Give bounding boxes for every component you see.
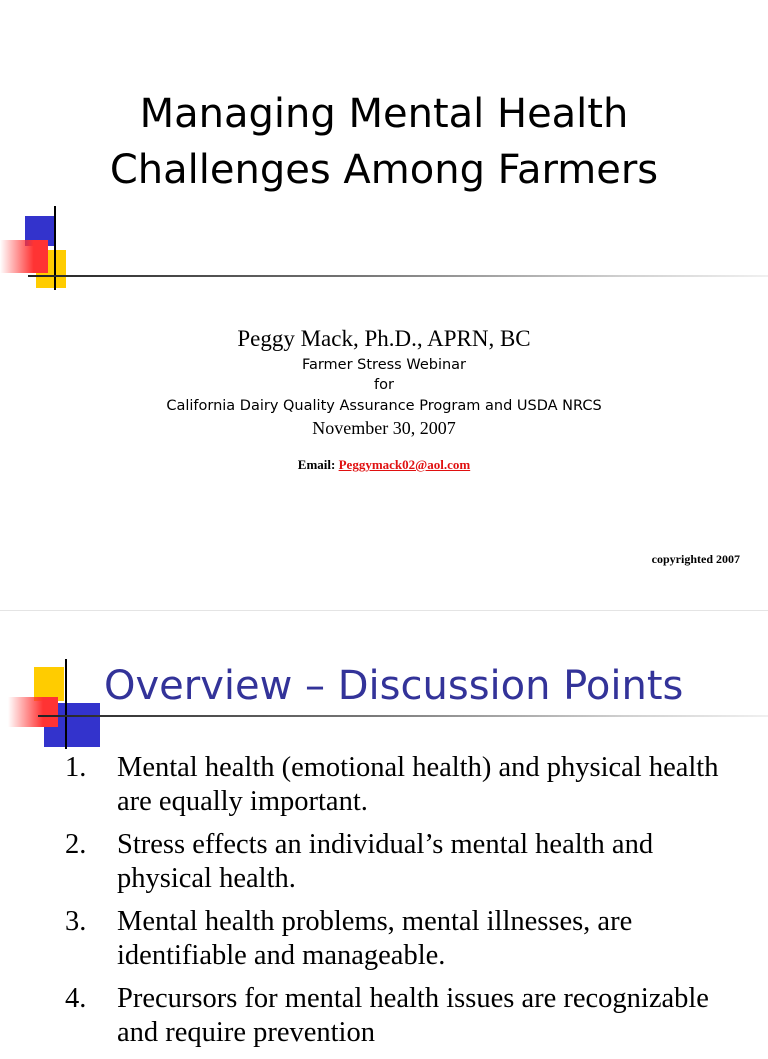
copyright-note: copyrighted 2007 — [651, 552, 740, 566]
list-item — [0, 982, 768, 1050]
title-divider-line — [28, 275, 768, 277]
list-item-number: 2. — [65, 829, 87, 860]
organization-name: California Dairy Quality Assurance Program and USDA NRCS — [166, 398, 602, 414]
list-item-text: Mental health (emotional health) and physical health are equally important. — [117, 752, 719, 817]
author-name: Peggy Mack, Ph.D., APRN, BC — [237, 326, 531, 351]
list-item — [0, 751, 768, 819]
presentation-date: November 30, 2007 — [312, 418, 456, 438]
email-link[interactable]: Peggymack02@aol.com — [338, 457, 471, 472]
discussion-points-list — [0, 751, 768, 1059]
list-item — [0, 828, 768, 896]
list-item-text: Stress effects an individual’s mental health and physical health. — [117, 829, 654, 894]
email-label: Email: — [297, 457, 336, 472]
list-item-text: Mental health problems, mental illnesses, are identifiable and manageable. — [117, 906, 633, 971]
title-line-1: Managing Mental Health — [139, 91, 629, 137]
list-item — [0, 905, 768, 973]
list-item-number: 3. — [65, 906, 87, 937]
title-divider-line — [38, 715, 768, 717]
list-item-number: 1. — [65, 752, 87, 783]
event-name: Farmer Stress Webinar — [301, 357, 467, 373]
overview-slide — [0, 610, 768, 1048]
for-text: for — [374, 377, 394, 393]
list-item-number: 4. — [65, 983, 87, 1014]
email-line — [0, 457, 768, 473]
list-item-text: Precursors for mental health issues are recognizable and require prevention — [117, 983, 709, 1048]
slide-title — [0, 86, 768, 198]
slide-title: Overview – Discussion Points — [104, 663, 684, 709]
title-line-2: Challenges Among Farmers — [109, 147, 659, 193]
